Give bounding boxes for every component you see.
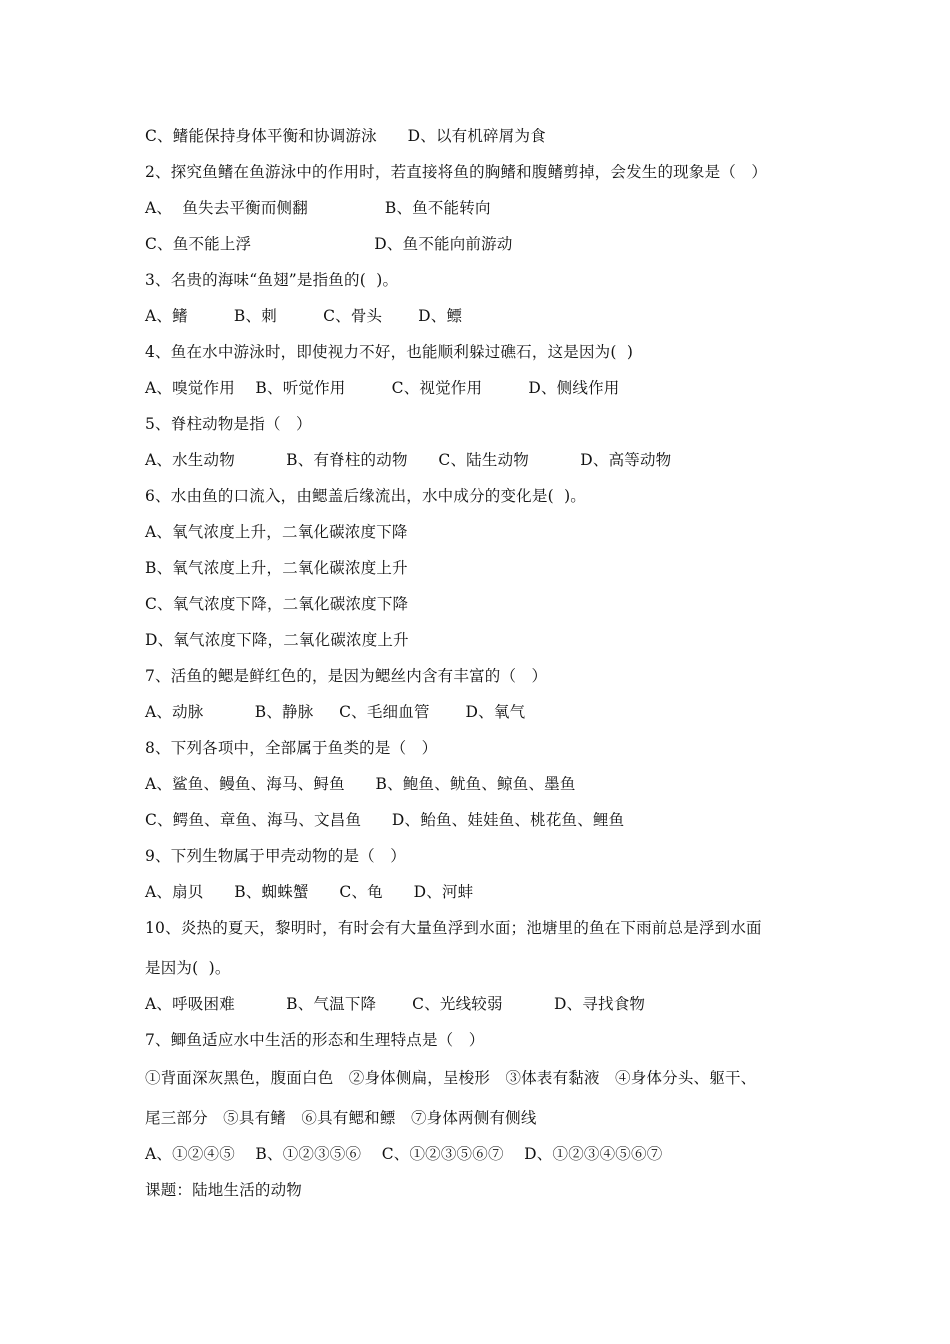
question-3: 3、名贵的海味“鱼翅”是指鱼的( )。 [145,271,399,289]
question-6-option-b: B、氧气浓度上升，二氧化碳浓度上升 [145,559,408,577]
question-7-options: A、动脉 B、静脉 C、毛细血管 D、氧气 [145,703,526,721]
text-line: C、鳍能保持身体平衡和协调游泳 D、以有机碎屑为食 [145,127,546,145]
question-8: 8、下列各项中，全部属于鱼类的是（ ） [145,739,438,757]
question-8-options-ab: A、鲨鱼、鳗鱼、海马、鲟鱼 B、鲍鱼、鱿鱼、鲸鱼、墨鱼 [145,775,576,793]
question-7b-features-cont: 尾三部分 ⑤具有鳍 ⑥具有鳃和鳔 ⑦身体两侧有侧线 [145,1109,537,1127]
question-9: 9、下列生物属于甲壳动物的是（ ） [145,847,406,865]
question-6-option-c: C、氧气浓度下降，二氧化碳浓度下降 [145,595,409,613]
question-2: 2、探究鱼鳍在鱼游泳中的作用时，若直接将鱼的胸鳍和腹鳍剪掉，会发生的现象是（ ） [145,163,768,181]
question-2-options-ab: A、 鱼失去平衡而侧翻 B、鱼不能转向 [145,199,491,217]
question-4-options: A、嗅觉作用 B、听觉作用 C、视觉作用 D、侧线作用 [145,379,620,397]
document-page [145,0,825,1344]
question-6-option-a: A、氧气浓度上升，二氧化碳浓度下降 [145,523,408,541]
question-8-options-cd: C、鳄鱼、章鱼、海马、文昌鱼 D、鲐鱼、娃娃鱼、桃花鱼、鲤鱼 [145,811,625,829]
lesson-title: 课题：陆地生活的动物 [145,1181,303,1199]
question-7b: 7、鲫鱼适应水中生活的形态和生理特点是（ ） [145,1031,485,1049]
question-4: 4、鱼在水中游泳时，即使视力不好，也能顺利躲过礁石，这是因为( ) [145,343,634,361]
question-10-cont: 是因为( )。 [145,959,231,977]
question-2-options-cd: C、鱼不能上浮 D、鱼不能向前游动 [145,235,513,253]
question-7b-options: A、①②④⑤ B、①②③⑤⑥ C、①②③⑤⑥⑦ D、①②③④⑤⑥⑦ [145,1145,663,1163]
question-10-options: A、呼吸困难 B、气温下降 C、光线较弱 D、寻找食物 [145,995,646,1013]
question-5-options: A、水生动物 B、有脊柱的动物 C、陆生动物 D、高等动物 [145,451,672,469]
question-7: 7、活鱼的鳃是鲜红色的，是因为鳃丝内含有丰富的（ ） [145,667,548,685]
question-7b-features: ①背面深灰黑色，腹面白色 ②身体侧扁，呈梭形 ③体表有黏液 ④身体分头、躯干、 [145,1069,757,1087]
question-10: 10、炎热的夏天，黎明时，有时会有大量鱼浮到水面；池塘里的鱼在下雨前总是浮到水面 [145,919,762,937]
question-3-options: A、鳍 B、刺 C、骨头 D、鳔 [145,307,463,325]
question-9-options: A、扇贝 B、蜘蛛蟹 C、龟 D、河蚌 [145,883,474,901]
question-6-option-d: D、氧气浓度下降，二氧化碳浓度上升 [145,631,409,649]
question-5: 5、脊柱动物是指（ ） [145,415,312,433]
question-6: 6、水由鱼的口流入，由鳃盖后缘流出，水中成分的变化是( )。 [145,487,587,505]
